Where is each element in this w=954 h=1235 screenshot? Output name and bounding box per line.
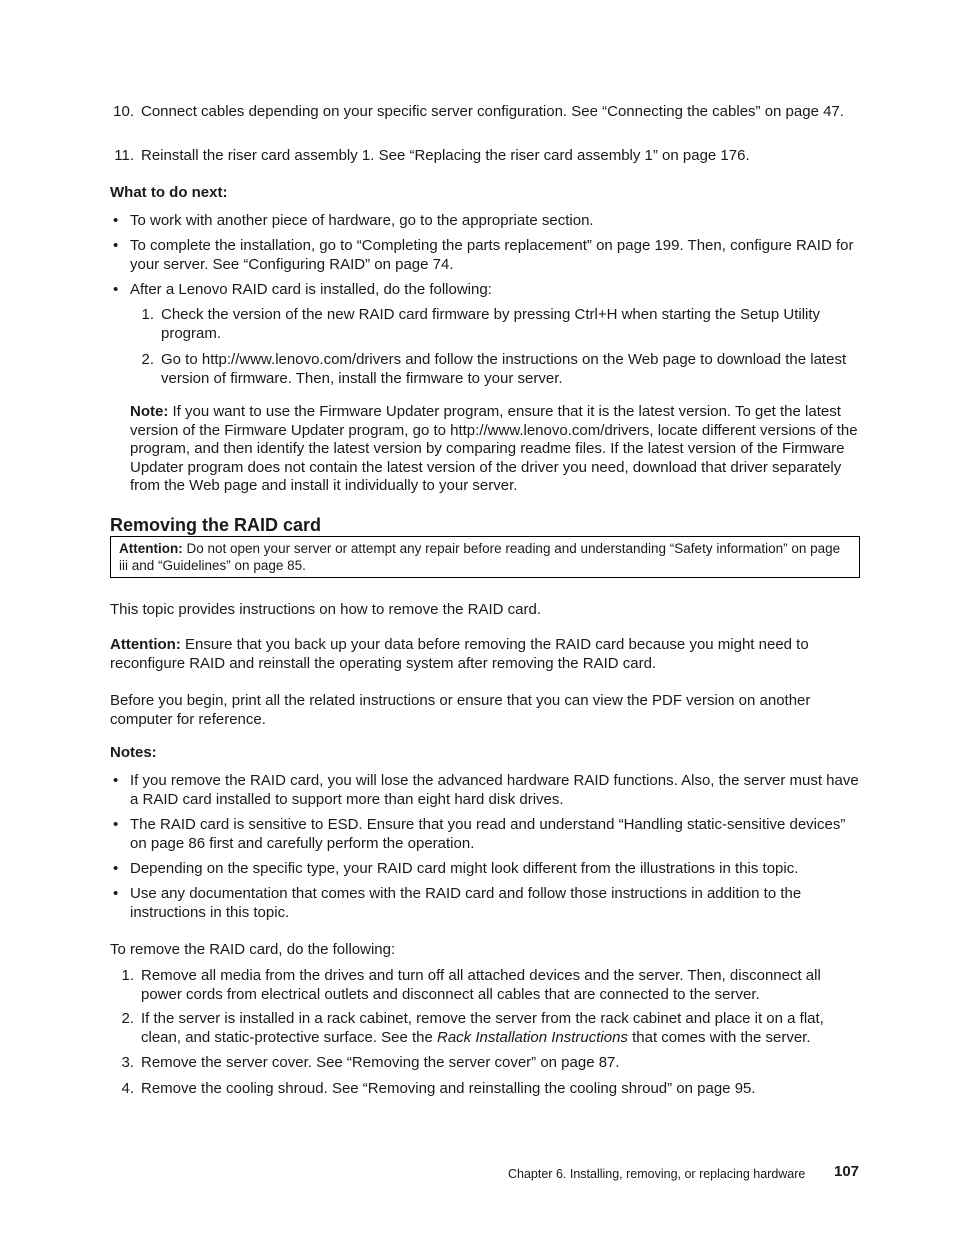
attention-label: Attention:	[110, 636, 181, 653]
list-item: To complete the installation, go to “Completing the parts replacement” on page 199. Then, configure RAID for your server. See “Configuring RAID” on page 74.	[130, 237, 854, 273]
substep-text: Check the version of the new RAID card firmware by pressing Ctrl+H when starting the Setup Utility program.	[161, 306, 821, 342]
attention-box-text	[119, 541, 849, 574]
step-text: Remove all media from the drives and turn off all attached devices and the server. Then, disconnect all power cords from electrical outlets and disconnect all cables that are connected to the server.	[141, 967, 821, 1003]
substep-number: 2.	[141, 351, 154, 368]
step-text: Remove the cooling shroud. See “Removing and reinstalling the cooling shroud” on page 95.	[141, 1080, 756, 1097]
substep-number: 1.	[141, 306, 154, 323]
substep-text: Go to http://www.lenovo.com/drivers and follow the instructions on the Web page to download the latest version of firmware. Then, install the firmware to your server.	[161, 351, 847, 387]
list-item: Use any documentation that comes with the RAID card and follow those instructions in addition to the instructions in this topic.	[130, 885, 802, 921]
step-text-part: that comes with the server.	[627, 1028, 811, 1046]
intro-paragraph: This topic provides instructions on how to remove the RAID card.	[110, 601, 542, 618]
page-number: 107	[834, 1163, 860, 1180]
step-number: 3.	[121, 1054, 134, 1071]
attention-label: Attention:	[119, 541, 183, 556]
step-text: Connect cables depending on your specific server configuration. See “Connecting the cables” on page 47.	[141, 103, 844, 120]
note-text: If you want to use the Firmware Updater program, ensure that it is the latest version. To get the latest version of the Firmware Updater program, go to http://www.lenovo.com/drivers, locate different versions of the program, and then identify the latest version by comparing readme files. If the latest version of the Firmware Updater program does not contain the latest version of the driver you need, download that driver separately from the Web page and install it individually to your server.	[130, 403, 858, 494]
before-paragraph: Before you begin, print all the related instructions or ensure that you can view the PDF version on another computer for reference.	[110, 692, 811, 728]
list-item: If you remove the RAID card, you will lose the advanced hardware RAID functions. Also, the server must have a RAID card installed to support more than eight hard disk drives.	[130, 772, 859, 808]
step-number: 2.	[121, 1010, 134, 1027]
attention-box	[110, 536, 860, 578]
what-to-do-next-heading: What to do next:	[110, 184, 228, 201]
section-title: Removing the RAID card	[110, 515, 322, 535]
footer-chapter: Chapter 6. Installing, removing, or replacing hardware	[508, 1167, 806, 1181]
step-text: Reinstall the riser card assembly 1. See “Replacing the riser card assembly 1” on page 176.	[141, 147, 750, 164]
bullet-icon: •	[113, 212, 119, 229]
note-paragraph	[130, 403, 860, 496]
bullet-icon: •	[113, 237, 119, 254]
bullet-icon: •	[113, 281, 119, 298]
list-item: After a Lenovo RAID card is installed, do the following:	[130, 281, 492, 298]
list-item: The RAID card is sensitive to ESD. Ensure that you read and understand “Handling static-sensitive devices” on page 86 first and carefully perform the operation.	[130, 816, 846, 852]
bullet-icon: •	[113, 860, 119, 877]
note-label: Note:	[130, 403, 169, 420]
step-number: 1.	[121, 967, 134, 984]
bullet-icon: •	[113, 885, 119, 902]
step-text	[141, 1010, 860, 1047]
notes-heading: Notes:	[110, 744, 157, 761]
remove-intro: To remove the RAID card, do the following:	[110, 941, 396, 958]
attention-text: Do not open your server or attempt any repair before reading and understanding “Safety information” on page iii and “Guidelines” on page 85.	[119, 541, 841, 573]
bullet-icon: •	[113, 772, 119, 789]
list-item: To work with another piece of hardware, go to the appropriate section.	[130, 212, 594, 229]
step-text-part: If the server is installed in a rack cabinet, remove the server from the rack cabinet and place it on a flat, clean, and static-protective surface. See the	[141, 1010, 824, 1046]
list-item: Depending on the specific type, your RAID card might look different from the illustrations in this topic.	[130, 860, 799, 877]
attention-paragraph	[110, 636, 860, 673]
rack-instructions-title: Rack Installation Instructions	[437, 1028, 628, 1046]
step-number: 11.	[114, 147, 134, 164]
step-text: Remove the server cover. See “Removing the server cover” on page 87.	[141, 1054, 620, 1071]
attention-text: Ensure that you back up your data before removing the RAID card because you might need to reconfigure RAID and reinstall the operating system after removing the RAID card.	[110, 636, 809, 672]
bullet-icon: •	[113, 816, 119, 833]
step-number: 10.	[113, 103, 134, 120]
step-number: 4.	[121, 1080, 134, 1097]
